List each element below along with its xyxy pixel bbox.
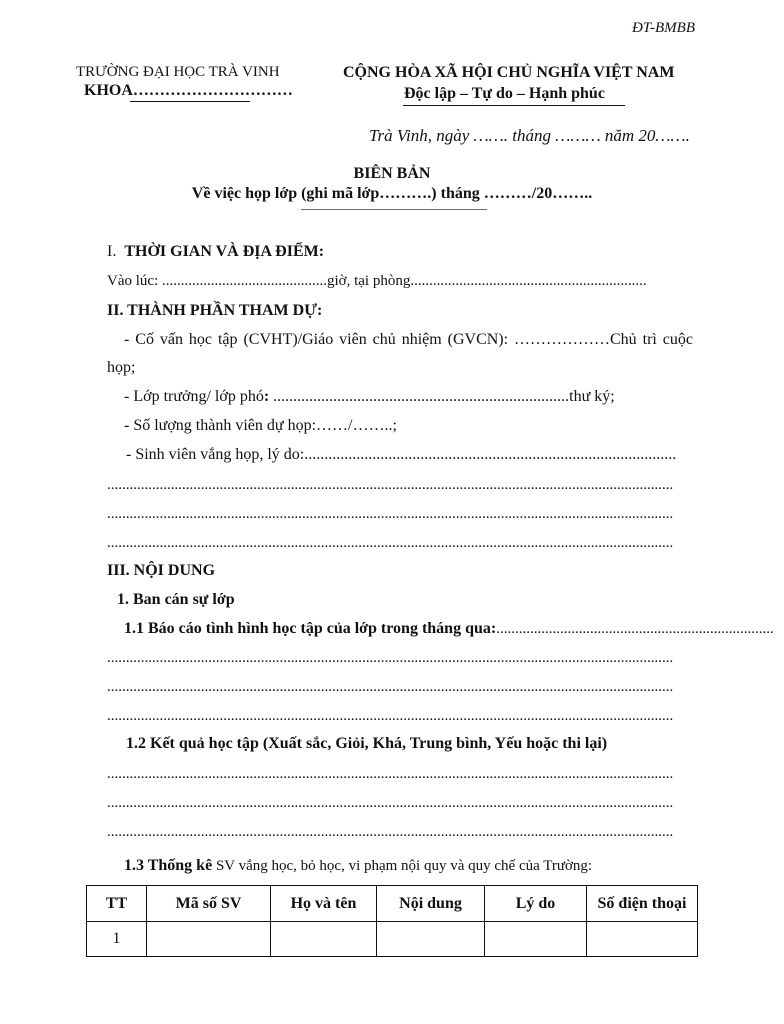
table-header-row [87,886,698,922]
monitor-colon: : [263,388,270,405]
date-line: Trà Vinh, ngày ……. tháng ……… năm 20……. [369,126,690,145]
faculty-field: KHOA………………………… [84,82,293,99]
document-subtitle: Về việc họp lớp (ghi mã lớp……….) tháng ………/20…….. [191,185,593,202]
item-1-3 [124,857,592,875]
time-place-line: Vào lúc: ............................................giờ, tại phòng............................................................... [107,273,647,289]
monitor-line [124,388,615,406]
section-1-title: THỜI GIAN VÀ ĐỊA ĐIỂM: [124,243,325,260]
advisor-line-cont: họp; [107,359,136,376]
table-cell-tt: 1 [87,922,147,957]
dotted-line: ....................................................................................................................................................... [107,824,674,840]
table-cell-student-id [147,922,271,957]
dotted-line: ....................................................................................................................................................... [107,708,674,724]
dotted-line: ....................................................................................................................................................... [107,477,674,493]
school-name: TRƯỜNG ĐẠI HỌC TRÀ VINH [76,64,280,80]
subtitle-underline [301,209,487,210]
column-header-tt: TT [87,886,147,922]
table-cell-reason [485,922,587,957]
item-1-1-dots: .......................................................................... [496,621,774,637]
class-committee-heading: 1. Ban cán sự lớp [117,591,235,608]
faculty-underline [130,101,250,102]
dotted-line: ....................................................................................................................................................... [107,650,674,666]
dotted-line: ....................................................................................................................................................... [107,506,674,522]
item-1-1-label: 1.1 Báo cáo tình hình học tập của lớp trong tháng qua: [124,620,497,637]
monitor-label: - Lớp trưởng/ lớp phó [124,388,264,405]
dotted-line: ....................................................................................................................................................... [107,795,674,811]
column-header-reason: Lý do [485,886,587,922]
member-count-line: - Số lượng thành viên dự họp:……/……..; [124,417,397,434]
section-3-heading: III. NỘI DUNG [107,562,216,579]
advisor-line [0,331,784,349]
table-cell-content [377,922,485,957]
absent-students-line: - Sinh viên vắng họp, lý do:............................................................................................. [126,446,677,463]
item-1-3-label: 1.3 Thống kê [124,857,213,874]
advisor-text: - Cố vấn học tập (CVHT)/Giáo viên chủ nhiệm (GVCN): ………………Chủ trì cuộc [124,331,693,348]
table-row [87,922,698,957]
column-header-full-name: Họ và tên [271,886,377,922]
dotted-line: ....................................................................................................................................................... [107,766,674,782]
nation-name: CỘNG HÒA XÃ HỘI CHỦ NGHĨA VIỆT NAM [343,64,675,81]
item-1-2: 1.2 Kết quả học tập (Xuất sắc, Giỏi, Khá, Trung bình, Yếu hoặc thi lại) [126,735,608,752]
table-cell-full-name [271,922,377,957]
section-2-heading: II. THÀNH PHẦN THAM DỰ: [107,302,323,319]
table-cell-phone [587,922,698,957]
section-1-heading [107,243,324,261]
item-1-3-text: SV vắng học, bỏ học, vi phạm nội quy và quy chế của Trường: [212,858,593,874]
statistics-table [86,885,698,957]
section-1-number: I. [107,243,117,260]
column-header-phone: Số điện thoại [587,886,698,922]
dotted-line: ....................................................................................................................................................... [107,679,674,695]
item-1-1 [124,620,774,638]
column-header-content: Nội dung [377,886,485,922]
column-header-student-id: Mã số SV [147,886,271,922]
monitor-field: ..........................................................................thư ký; [269,388,615,405]
motto-underline [403,105,625,106]
document-title: BIÊN BẢN [353,165,431,182]
dotted-line: ....................................................................................................................................................... [107,535,674,551]
national-motto: Độc lập – Tự do – Hạnh phúc [404,85,605,102]
document-code: ĐT-BMBB [631,20,695,36]
